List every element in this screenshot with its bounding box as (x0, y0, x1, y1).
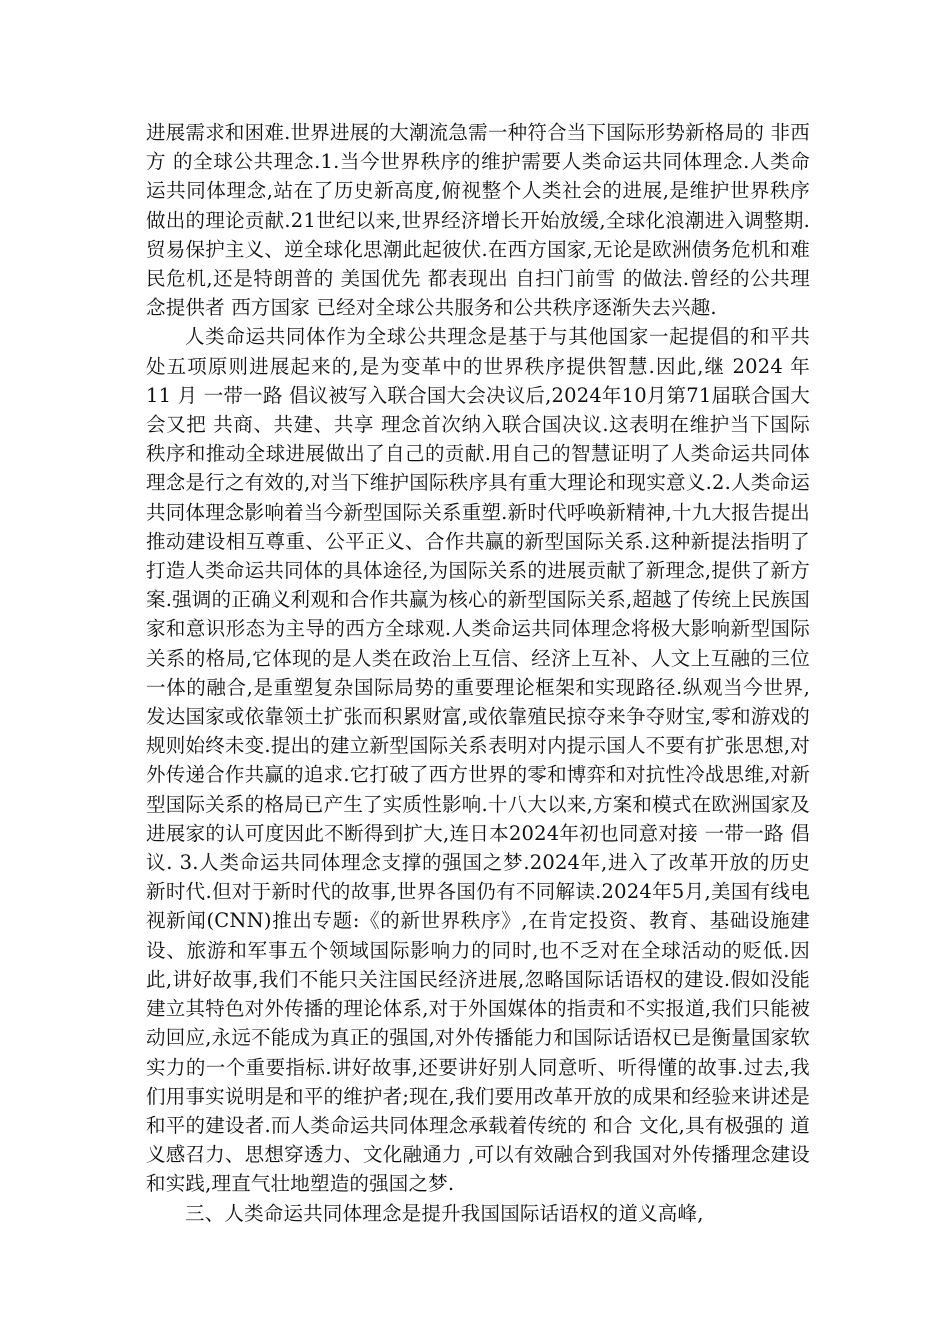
document-body (146, 118, 810, 1228)
section-heading-3: 三、人类命运共同体理念是提升我国国际话语权的道义高峰, (185, 1201, 704, 1225)
paragraph-2: 人类命运共同体作为全球公共理念是基于与其他国家一起提倡的和平共处五项原则进展起来的,是为变革中的世界秩序提供智慧.因此,继 2024 年 11 月 一带一路 倡议被写入联合国大会决议后,2024年10月第71届联合国大会又把 共商、共建、共享 理念首次纳入联合国决议.这表明在维护当下国际秩序和推动全球进展做出了自己的贡献.用自己的智慧证明了人类命运共同体理念是行之有效的,对当下维护国际秩序具有重大理论和现实意义.2.人类命运共同体理念影响着当今新型国际关系重塑.新时代呼唤新精神,十九大报告提出推动建设相互尊重、公平正义、合作共赢的新型国际关系.这种新提法指明了打造人类命运共同体的具体途径,为国际关系的进展贡献了新理念,提供了新方案.强调的正确义利观和合作共赢为核心的新型国际关系,超越了传统上民族国家和意识形态为主导的西方全球观.人类命运共同体理念将极大影响新型国际关系的格局,它体现的是人类在政治上互信、经济上互补、人文上互融的三位一体的融合,是重塑复杂国际局势的重要理论框架和实现路径.纵观当今世界,发达国家或依靠领土扩张而积累财富,或依靠殖民掠夺来争夺财宝,零和游戏的规则始终未变.提出的建立新型国际关系表明对内提示国人不要有扩张思想,对外传递合作共赢的追求.它打破了西方世界的零和博弈和对抗性冷战思维,对新型国际关系的格局已产生了实质性影响.十八大以来,方案和模式在欧洲国家及进展家的认可度因此不断得到扩大,连日本2024年初也同意对接 一带一路 倡议. 3.人类命运共同体理念支撑的强国之梦.2024年,进入了改革开放的历史新时代.但对于新时代的故事,世界各国仍有不同解读.2024年5月,美国有线电视新闻(CNN)推出专题:《的新世界秩序》,在肯定投资、教育、基础设施建设、旅游和军事五个领域国际影响力的同时,也不乏对在全球活动的贬低.因此,讲好故事,我们不能只关注国民经济进展,忽略国际话语权的建设.假如没能建立其特色对外传播的理论体系,对于外国媒体的指责和不实报道,我们只能被动回应,永远不能成为真正的强国,对外传播能力和国际话语权已是衡量国家软实力的一个重要指标.讲好故事,还要讲好别人同意听、听得懂的故事.过去,我们用事实说明是和平的维护者;现在,我们要用改革开放的成果和经验来讲述是和平的建设者.而人类命运共同体理念承载着传统的 和合 文化,具有极强的 道义感召力、思想穿透力、文化融通力 ,可以有效融合到我国对外传播理念建设和实践,理直气壮地塑造的强国之梦. (146, 325, 810, 1196)
paragraph-1: 进展需求和困难.世界进展的大潮流急需一种符合当下国际形势新格局的 非西方 的全球公共理念.1.当今世界秩序的维护需要人类命运共同体理念.人类命运共同体理念,站在了历史新高度,俯视整个人类社会的进展,是维护世界秩序做出的理论贡献.21世纪以来,世界经济增长开始放缓,全球化浪潮进入调整期.贸易保护主义、逆全球化思潮此起彼伏.在西方国家,无论是欧洲债务危机和难民危机,还是特朗普的 美国优先 都表现出 自扫门前雪 的做法.曾经的公共理念提供者 西方国家 已经对全球公共服务和公共秩序逐渐失去兴趣. (146, 121, 810, 320)
